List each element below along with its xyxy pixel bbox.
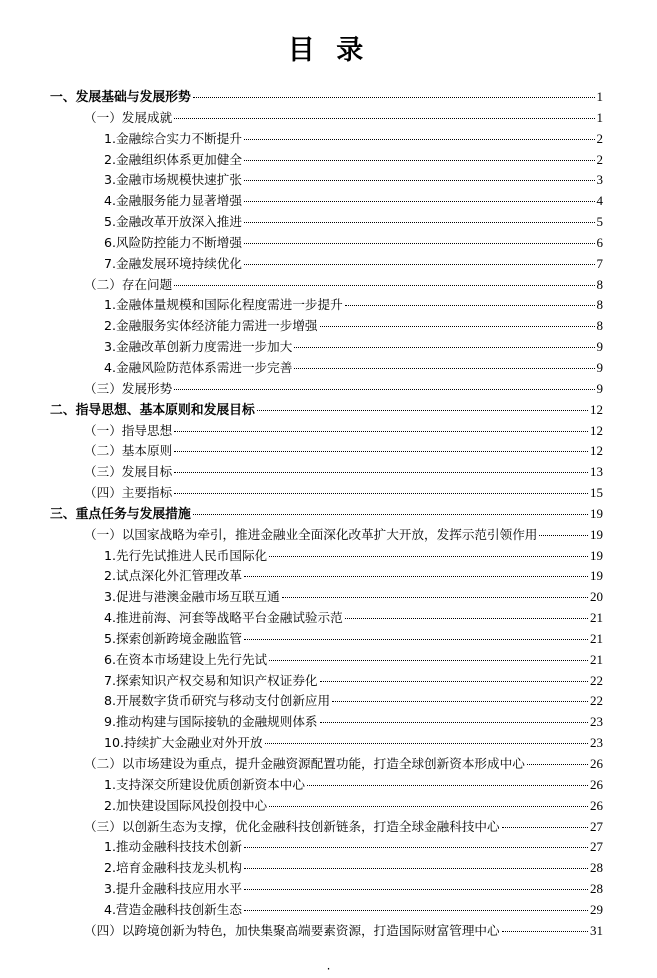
toc-entry[interactable]	[0, 150, 657, 171]
toc-entry-page-number: 12	[590, 443, 603, 459]
toc-dot-leader	[307, 785, 588, 786]
toc-entry-label: 5.探索创新跨境金融监管	[104, 630, 242, 646]
toc-dot-leader	[244, 264, 595, 265]
toc-entry-page-number: 27	[590, 839, 603, 855]
toc-entry[interactable]	[0, 608, 657, 629]
toc-entry-label: 3.金融市场规模快速扩张	[104, 172, 242, 188]
toc-entry[interactable]	[0, 129, 657, 150]
toc-dot-leader	[244, 576, 588, 577]
toc-entry[interactable]	[0, 837, 657, 858]
toc-entry-label: 2.金融服务实体经济能力需进一步增强	[104, 318, 318, 334]
toc-entry-page-number: 31	[590, 922, 603, 938]
toc-dot-leader	[539, 535, 588, 536]
toc-dot-leader	[244, 889, 588, 890]
toc-entry[interactable]	[0, 504, 657, 525]
toc-entry[interactable]	[0, 879, 657, 900]
toc-entry-page-number: 3	[596, 172, 603, 188]
toc-dot-leader	[244, 180, 595, 181]
toc-dot-leader	[174, 285, 594, 286]
toc-entry-page-number: 29	[590, 901, 603, 917]
toc-dot-leader	[282, 597, 588, 598]
toc-dot-leader	[244, 201, 595, 202]
toc-dot-leader	[244, 868, 588, 869]
toc-entry-page-number: 13	[590, 464, 603, 480]
toc-dot-leader	[174, 389, 594, 390]
toc-entry-page-number: 2	[596, 151, 603, 167]
toc-entry-page-number: 7	[596, 255, 603, 271]
toc-dot-leader	[244, 639, 588, 640]
toc-entry-label: （三）发展目标	[84, 464, 173, 480]
toc-entry-page-number: 26	[590, 797, 603, 813]
toc-entry-page-number: 1	[596, 109, 603, 125]
toc-entry[interactable]	[0, 712, 657, 733]
toc-entry[interactable]	[0, 337, 657, 358]
toc-entry-page-number: 2	[596, 130, 603, 146]
toc-entry[interactable]	[0, 421, 657, 442]
toc-dot-leader	[265, 743, 588, 744]
toc-entry-page-number: 12	[590, 422, 603, 438]
toc-entry-page-number: 1	[596, 89, 603, 104]
toc-dot-leader	[345, 618, 588, 619]
toc-entry-label: 4.金融服务能力显著增强	[104, 193, 242, 209]
toc-entry[interactable]	[0, 817, 657, 838]
toc-entry-page-number: 28	[590, 860, 603, 876]
toc-title: 目 录	[287, 35, 370, 66]
toc-entry[interactable]	[0, 796, 657, 817]
toc-dot-leader	[174, 118, 594, 119]
toc-dot-leader	[502, 827, 588, 828]
toc-dot-leader	[174, 472, 588, 473]
toc-entry-label: （一）指导思想	[84, 422, 173, 438]
toc-entry[interactable]	[0, 900, 657, 921]
toc-entry-page-number: 21	[590, 651, 603, 667]
toc-dot-leader	[294, 368, 594, 369]
toc-entry-page-number: 22	[590, 672, 603, 688]
toc-entry-label: 5.金融改革开放深入推进	[104, 214, 242, 230]
toc-dot-leader	[320, 722, 588, 723]
toc-entry-page-number: 6	[596, 234, 603, 250]
toc-entry-page-number: 23	[590, 714, 603, 730]
toc-entry[interactable]	[0, 650, 657, 671]
toc-entry-label: 6.风险防控能力不断增强	[104, 234, 242, 250]
toc-entry[interactable]	[0, 691, 657, 712]
toc-entry-page-number: 20	[590, 589, 603, 605]
toc-entry[interactable]	[0, 108, 657, 129]
toc-entry[interactable]	[0, 858, 657, 879]
toc-dot-leader	[320, 681, 588, 682]
toc-dot-leader	[244, 222, 595, 223]
toc-entry-label: 1.推动金融科技技术创新	[104, 839, 242, 855]
toc-entry[interactable]	[0, 566, 657, 587]
toc-dot-leader	[294, 347, 594, 348]
toc-entry-label: 4.推进前海、河套等战略平台金融试验示范	[104, 610, 343, 626]
toc-entry-label: 三、重点任务与发展措施	[50, 506, 191, 522]
toc-entry-page-number: 19	[590, 547, 603, 563]
toc-entry-page-number: 27	[590, 818, 603, 834]
toc-entry-page-number: 21	[590, 630, 603, 646]
toc-entry-page-number: 26	[590, 756, 603, 771]
toc-entry-label: 1.金融综合实力不断提升	[104, 130, 242, 146]
toc-dot-leader	[244, 847, 588, 848]
toc-entry-label: 3.促进与港澳金融市场互联互通	[104, 589, 280, 605]
toc-entry[interactable]	[0, 212, 657, 233]
toc-entry[interactable]	[0, 379, 657, 400]
toc-dot-leader	[174, 451, 588, 452]
toc-entry[interactable]	[0, 462, 657, 483]
toc-entry[interactable]	[0, 170, 657, 191]
toc-entry-page-number: 9	[596, 380, 603, 396]
toc-entry-label: 10.持续扩大金融业对外开放	[104, 735, 263, 751]
toc-entry[interactable]	[0, 191, 657, 212]
toc-dot-leader	[244, 160, 595, 161]
toc-dot-leader	[244, 910, 588, 911]
toc-dot-leader	[269, 806, 588, 807]
toc-entry[interactable]	[0, 441, 657, 462]
toc-entry[interactable]	[0, 587, 657, 608]
toc-dot-leader	[257, 410, 588, 411]
toc-entry-label: 7.探索知识产权交易和知识产权证券化	[104, 672, 318, 688]
toc-dot-leader	[269, 660, 588, 661]
toc-entry-label: （二）存在问题	[84, 276, 173, 292]
toc-entry-label: 2.金融组织体系更加健全	[104, 151, 242, 167]
toc-entry[interactable]	[0, 400, 657, 421]
toc-entry-page-number: 21	[590, 610, 603, 626]
toc-entry-label: 2.试点深化外汇管理改革	[104, 568, 242, 584]
toc-entry-page-number: 19	[590, 526, 603, 542]
toc-entry-page-number: 19	[590, 568, 603, 584]
toc-entry[interactable]	[0, 629, 657, 650]
toc-dot-leader	[244, 139, 595, 140]
toc-entry-label: 4.营造金融科技创新生态	[104, 901, 242, 917]
toc-entry[interactable]	[0, 295, 657, 316]
toc-entry-page-number: 26	[590, 776, 603, 792]
toc-entry[interactable]	[0, 733, 657, 754]
toc-entry-page-number: 28	[590, 881, 603, 897]
page-footer-mark: ·	[326, 962, 331, 976]
toc-entry-label: （二）以市场建设为重点，提升金融资源配置功能，打造全球创新资本形成中心	[84, 756, 525, 771]
toc-entry[interactable]	[0, 525, 657, 546]
toc-dot-leader	[269, 556, 588, 557]
toc-dot-leader	[320, 326, 595, 327]
toc-entry[interactable]	[0, 754, 657, 775]
toc-entry-page-number: 8	[596, 297, 603, 313]
toc-entry-label: （一）以国家战略为牵引，推进金融业全面深化改革扩大开放，发挥示范引领作用	[84, 526, 538, 542]
toc-entry-label: （四）主要指标	[84, 485, 173, 501]
toc-entry-page-number: 8	[596, 318, 603, 334]
toc-entry-label: （二）基本原则	[84, 443, 173, 459]
toc-entry-page-number: 15	[590, 485, 603, 501]
toc-entry-label: 7.金融发展环境持续优化	[104, 255, 242, 271]
toc-dot-leader	[193, 97, 595, 98]
toc-entry-page-number: 8	[596, 276, 603, 292]
toc-entry[interactable]	[0, 316, 657, 337]
toc-entry[interactable]	[0, 483, 657, 504]
toc-entry-label: （三）以创新生态为支撑，优化金融科技创新链条，打造全球金融科技中心	[84, 818, 500, 834]
toc-entry[interactable]	[0, 546, 657, 567]
toc-entry-label: 9.推动构建与国际接轨的金融规则体系	[104, 714, 318, 730]
toc-entry[interactable]	[0, 87, 657, 108]
toc-entry-label: 3.提升金融科技应用水平	[104, 881, 242, 897]
toc-entry-page-number: 5	[596, 214, 603, 230]
toc-entry-label: 1.金融体量规模和国际化程度需进一步提升	[104, 297, 343, 313]
toc-dot-leader	[174, 431, 588, 432]
toc-entry[interactable]	[0, 233, 657, 254]
toc-entry-page-number: 12	[590, 401, 603, 417]
toc-dot-leader	[193, 514, 588, 515]
toc-entry-page-number: 22	[590, 693, 603, 709]
toc-entry-label: 2.培育金融科技龙头机构	[104, 860, 242, 876]
toc-dot-leader	[244, 243, 595, 244]
toc-entry-page-number: 23	[590, 735, 603, 751]
toc-entry[interactable]	[0, 275, 657, 296]
toc-entry-page-number: 9	[596, 339, 603, 355]
toc-dot-leader	[527, 764, 588, 765]
toc-entry-label: 3.金融改革创新力度需进一步加大	[104, 339, 293, 355]
toc-dot-leader	[345, 305, 595, 306]
toc-entry-label: 二、指导思想、基本原则和发展目标	[50, 402, 255, 418]
toc-entry-page-number: 19	[590, 505, 603, 521]
toc-dot-leader	[174, 493, 588, 494]
toc-entry[interactable]	[0, 921, 657, 942]
toc-entry-label: 1.先行先试推进人民币国际化	[104, 547, 268, 563]
toc-dot-leader	[332, 701, 588, 702]
toc-entry-label: 4.金融风险防范体系需进一步完善	[104, 359, 293, 375]
toc-entry-page-number: 4	[596, 193, 603, 209]
toc-entry[interactable]	[0, 358, 657, 379]
toc-dot-leader	[502, 931, 588, 932]
toc-entry-label: 8.开展数字货币研究与移动支付创新应用	[104, 693, 331, 709]
toc-entry-label: 6.在资本市场建设上先行先试	[104, 651, 268, 667]
toc-entry[interactable]	[0, 775, 657, 796]
toc-entry-label: 一、发展基础与发展形势	[50, 90, 191, 105]
toc-entry-label: （四）以跨境创新为特色，加快集聚高端要素资源，打造国际财富管理中心	[84, 922, 500, 938]
toc-entry-label: （三）发展形势	[84, 380, 173, 396]
table-of-contents	[0, 87, 657, 942]
toc-entry-label: 2.加快建设国际风投创投中心	[104, 797, 268, 813]
toc-entry-label: 1.支持深交所建设优质创新资本中心	[104, 776, 305, 792]
toc-entry-label: （一）发展成就	[84, 109, 173, 125]
toc-entry[interactable]	[0, 671, 657, 692]
toc-entry-page-number: 9	[596, 359, 603, 375]
toc-entry[interactable]	[0, 254, 657, 275]
